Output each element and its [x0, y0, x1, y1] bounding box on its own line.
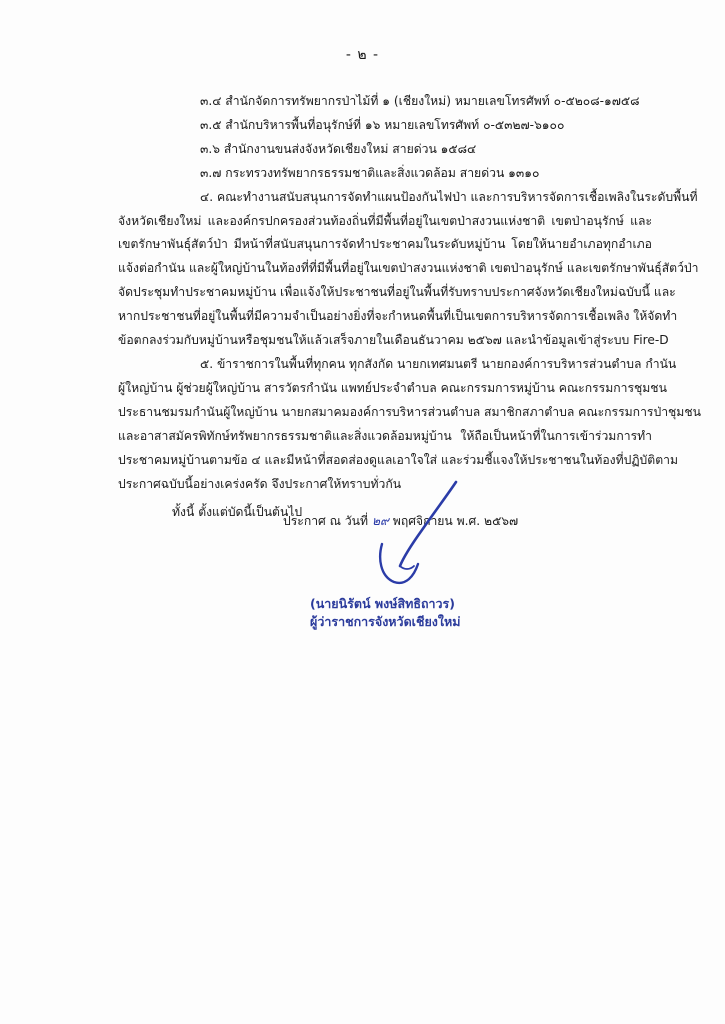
signature-stroke-tail	[400, 566, 414, 569]
signature-stroke-main	[400, 482, 456, 566]
paragraph-4-line: ข้อตกลงร่วมกับหมู่บ้านหรือชุมชนให้แล้วเสร็จภายในเดือนธันวาคม ๒๕๖๗ และนำข้อมูลเข้าสู่ระบบ Fire-D	[118, 333, 669, 347]
contact-line: ๓.๔ สำนักจัดการทรัพยากรป่าไม้ที่ ๑ (เชียงใหม่) หมายเลขโทรศัพท์ ๐-๕๒๐๘-๑๗๕๘	[200, 94, 640, 108]
paragraph-5-line: ๕. ข้าราชการในพื้นที่ทุกคน ทุกสังกัด นายกเทศมนตรี นายกองค์การบริหารส่วนตำบล กำนัน	[200, 357, 677, 371]
paragraph-4-line: ๔. คณะทำงานสนับสนุนการจัดทำแผนป้องกันไฟป่า และการบริหารจัดการเชื้อเพลิงในระดับพื้นที่	[200, 190, 698, 204]
handwritten-signature	[360, 480, 480, 590]
paragraph-4-line: จังหวัดเชียงใหม่ และองค์กรปกครองส่วนท้องถิ่นที่มีพื้นที่อยู่ในเขตป่าสงวนแห่งชาติ เขตป่าอนุรักษ์ และ	[118, 214, 652, 228]
paragraph-5-line: ประชาคมหมู่บ้านตามข้อ ๔ และมีหน้าที่สอดส่องดูแลเอาใจใส่ และร่วมชี้แจงให้ประชาชนในท้องที่ปฏิบัติตาม	[118, 453, 679, 467]
contact-line: ๓.๗ กระทรวงทรัพยากรธรรมชาติและสิ่งแวดล้อม สายด่วน ๑๓๑๐	[200, 166, 540, 180]
paragraph-4-line: เขตรักษาพันธุ์สัตว์ป่า มีหน้าที่สนับสนุนการจัดทำประชาคมในระดับหมู่บ้าน โดยให้นายอำเภอทุกอำเภอ	[118, 237, 652, 251]
contact-line: ๓.๕ สำนักบริหารพื้นที่อนุรักษ์ที่ ๑๖ หมายเลขโทรศัพท์ ๐-๕๓๒๗-๖๑๐๐	[200, 118, 565, 132]
paragraph-4-line: หากประชาชนที่อยู่ในพื้นที่มีความจำเป็นอย่างยิ่งที่จะกำหนดพื้นที่เป็นเขตการบริหารจัดการเชื้อเพลิง ให้จัดทำ	[118, 309, 678, 323]
signer-name: (นายนิรัตน์ พงษ์สิทธิถาวร)	[310, 596, 455, 611]
paragraph-5-line: ผู้ใหญ่บ้าน ผู้ช่วยผู้ใหญ่บ้าน สารวัตรกำนัน แพทย์ประจำตำบล คณะกรรมการหมู่บ้าน คณะกรรมการชุมชน	[118, 381, 667, 395]
signer-title: ผู้ว่าราชการจังหวัดเชียงใหม่	[310, 614, 461, 629]
paragraph-5-line: และอาสาสมัครพิทักษ์ทรัพยากรธรรมชาติและสิ่งแวดล้อมหมู่บ้าน ให้ถือเป็นหน้าที่ในการเข้าร่วมการทำ	[118, 429, 652, 443]
signature-stroke-loop	[380, 544, 418, 583]
contact-line: ๓.๖ สำนักงานขนส่งจังหวัดเชียงใหม่ สายด่วน ๑๕๘๔	[200, 142, 477, 156]
page-number: - ๒ -	[345, 47, 380, 63]
effective-clause: ทั้งนี้ ตั้งแต่บัดนี้เป็นต้นไป	[172, 505, 303, 519]
announcement-suffix: พฤศจิกายน พ.ศ. ๒๕๖๗	[392, 514, 519, 528]
announcement-day: ๒๙	[371, 514, 389, 528]
paragraph-5-line: ประธานชมรมกำนันผู้ใหญ่บ้าน นายกสมาคมองค์การบริหารส่วนตำบล สมาชิกสภาตำบล คณะกรรมการป่าชุมชน	[118, 405, 701, 419]
paragraph-4-line: จัดประชุมทำประชาคมหมู่บ้าน เพื่อแจ้งให้ประชาชนที่อยู่ในพื้นที่รับทราบประกาศจังหวัดเชียงใหม่ฉบับนี้ และ	[118, 285, 676, 299]
paragraph-5-line: ประกาศฉบับนี้อย่างเคร่งครัด จึงประกาศให้ทราบทั่วกัน	[118, 477, 402, 491]
announcement-prefix: ประกาศ ณ วันที่	[283, 514, 369, 528]
paragraph-4-line: แจ้งต่อกำนัน และผู้ใหญ่บ้านในท้องที่ที่มีพื้นที่อยู่ในเขตป่าสงวนแห่งชาติ เขตป่าอนุรักษ์ และเขตรักษาพันธุ์สัตว์ป่า	[118, 261, 699, 275]
